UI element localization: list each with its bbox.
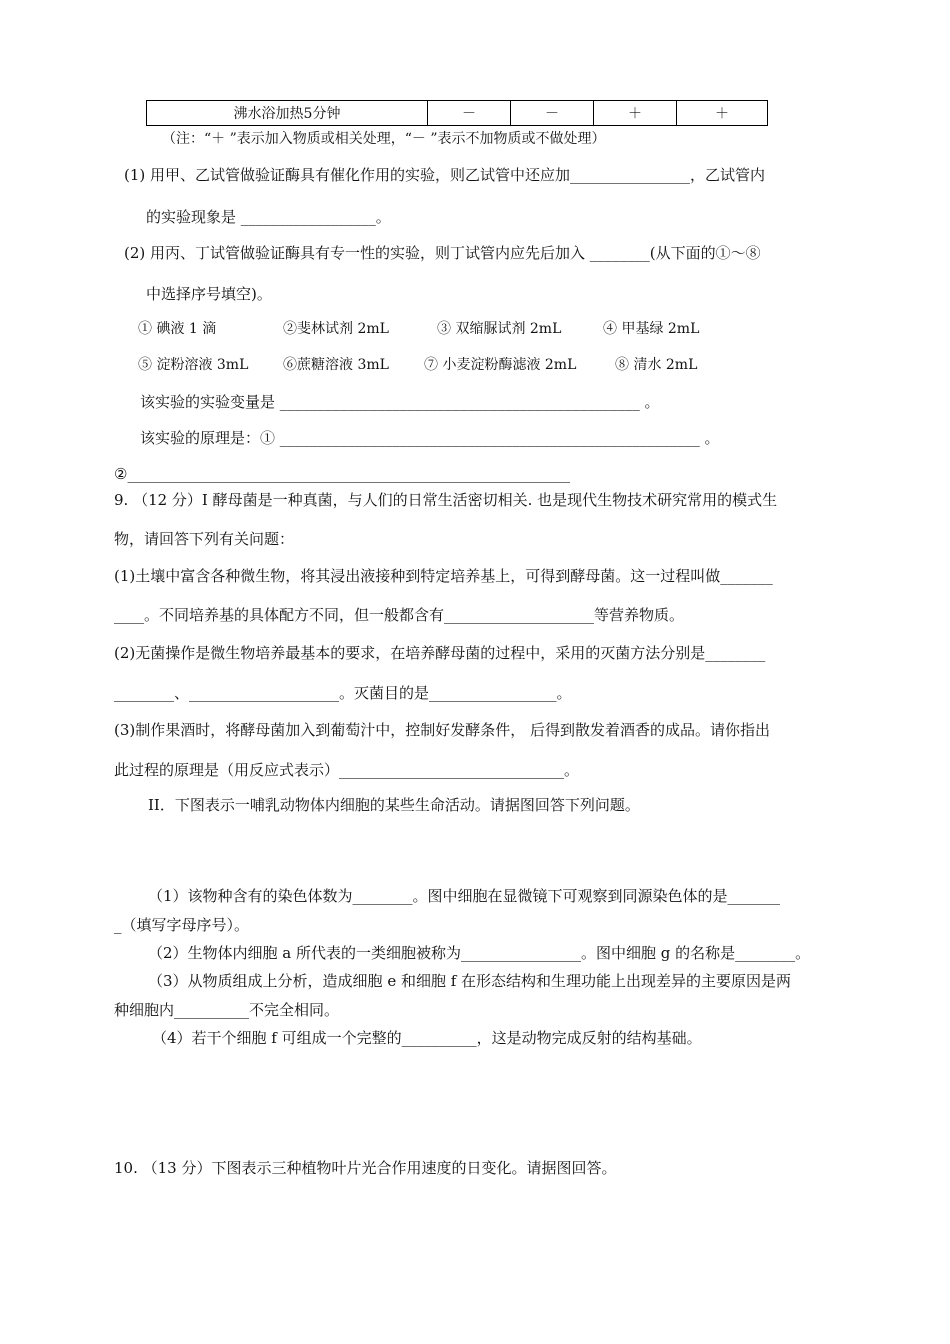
- table-cell: －: [511, 101, 594, 126]
- table-cell: ＋: [677, 101, 768, 126]
- q8-part2-line1: (2) 用丙、丁试管做验证酶具有专一性的实验，则丁试管内应先后加入 ________(从下面的①～⑧: [124, 244, 761, 262]
- option-8: ⑧ 清水 2mL: [615, 357, 698, 373]
- experiment-table: [146, 100, 768, 126]
- q9-line3: (1)土壤中富含各种微生物，将其浸出液接种到特定培养基上，可得到酵母菌。这一过程叫做_______: [114, 567, 773, 585]
- q9-sub3-line2: 种细胞内__________不完全相同。: [114, 1001, 340, 1019]
- table-cell: ＋: [594, 101, 677, 126]
- option-2: ②斐林试剂 2mL: [283, 321, 389, 337]
- option-6: ⑥蔗糖溶液 3mL: [283, 357, 389, 373]
- option-4: ④ 甲基绿 2mL: [603, 321, 700, 337]
- q9-line8: 此过程的原理是（用反应式表示）______________________________。: [114, 761, 580, 779]
- q9-line6: ________、____________________。灭菌目的是_________________。: [114, 684, 572, 702]
- option-7: ⑦ 小麦淀粉酶滤液 2mL: [424, 357, 577, 373]
- q8-part2-line2: 中选择序号填空)。: [146, 285, 272, 303]
- q9-sub4: （4）若干个细胞 f 可组成一个完整的__________，这是动物完成反射的结构基础。: [152, 1029, 702, 1047]
- table-note: （注：“＋ ”表示加入物质或相关处理，“－ ”表示不加物质或不做处理）: [162, 131, 606, 147]
- table-cell: 沸水浴加热5分钟: [147, 101, 428, 126]
- q9-line7: (3)制作果酒时，将酵母菌加入到葡萄汁中，控制好发酵条件， 后得到散发着酒香的成品。请你指出: [114, 721, 771, 739]
- q9-sub3-line1: （3）从物质组成上分析，造成细胞 e 和细胞 f 在形态结构和生理功能上出现差异的主要原因是两: [148, 972, 792, 990]
- table-row: [147, 101, 768, 126]
- q10-line1: 10. （13 分）下图表示三种植物叶片光合作用速度的日变化。请据图回答。: [114, 1159, 617, 1177]
- q8-variable-line: 该实验的实验变量是 ________________________________________________ 。: [140, 393, 660, 411]
- option-5: ⑤ 淀粉溶液 3mL: [138, 357, 249, 373]
- table-cell: －: [428, 101, 511, 126]
- q8-part1-line2: 的实验现象是 __________________。: [146, 208, 391, 226]
- q8-part1-line1: (1) 用甲、乙试管做验证酶具有催化作用的实验，则乙试管中还应加________________，乙试管内: [124, 166, 766, 184]
- q9-sub1-line1: （1）该物种含有的染色体数为________。图中细胞在显微镜下可观察到同源染色体的是_______: [148, 887, 781, 905]
- option-1: ① 碘液 1 滴: [138, 321, 217, 337]
- q9-line2: 物，请回答下列有关问题：: [114, 530, 295, 548]
- option-3: ③ 双缩脲试剂 2mL: [437, 321, 562, 337]
- q8-principle-line2: ②___________________________________________________________: [114, 465, 570, 483]
- q9-sub2: （2）生物体内细胞 a 所代表的一类细胞被称为________________。图中细胞 g 的名称是________。: [148, 944, 811, 962]
- q9-line1: 9. （12 分）I 酵母菌是一种真菌，与人们的日常生活密切相关. 也是现代生物技术研究常用的模式生: [114, 491, 778, 509]
- q9-part-ii: II．下图表示一哺乳动物体内细胞的某些生命活动。请据图回答下列问题。: [148, 796, 640, 814]
- q9-line5: (2)无菌操作是微生物培养最基本的要求，在培养酵母菌的过程中，采用的灭菌方法分别是________: [114, 644, 766, 662]
- q9-sub1-line2: _（填写字母序号）。: [114, 916, 250, 934]
- q8-principle-line1: 该实验的原理是：① ________________________________________________________ 。: [140, 429, 720, 447]
- q9-line4: ____。不同培养基的具体配方不同，但一般都含有____________________等营养物质。: [114, 606, 685, 624]
